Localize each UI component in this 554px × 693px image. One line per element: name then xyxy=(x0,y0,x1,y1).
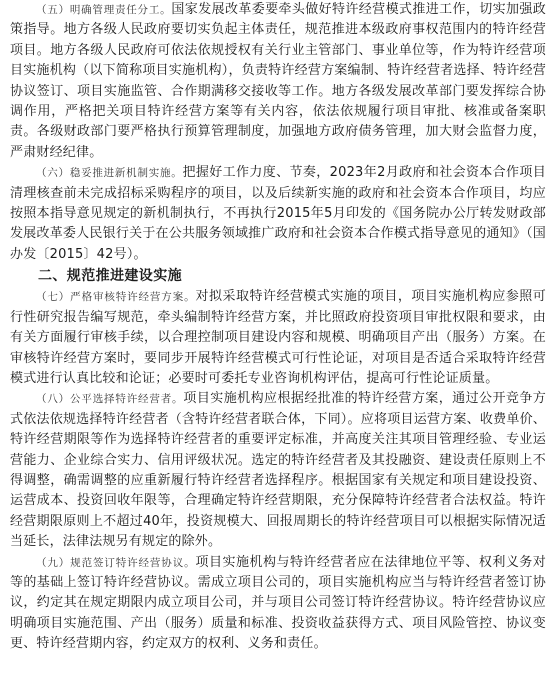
paragraph-lead: （九）规范签订特许经营协议。 xyxy=(36,556,196,569)
paragraph-new-mechanism xyxy=(10,163,546,265)
paragraph-review-plan xyxy=(10,287,546,389)
paragraph-lead: （七）严格审核特许经营方案。 xyxy=(36,291,196,304)
paragraph-lead: （五）明确管理责任分工。 xyxy=(36,4,172,16)
paragraph-responsibility xyxy=(10,0,546,163)
paragraph-lead: （八）公平选择特许经营者。 xyxy=(36,393,184,406)
paragraph-select-operator xyxy=(10,389,546,552)
paragraph-body: 项目实施机构应根据经批准的特许经营方案，通过公开竞争方式依法依规选择特许经营者（含特许经营者联合体，下同）。应将项目运营方案、收费单价、特许经营期限等作为选择特许经营者的重要评定标准，并高度关注其项目管理经验、专业运营能力、企业综合实力、信用评级状况。选定的特许经营者及其投融资、建设责任原则上不得调整，确需调整的应重新履行特许经营者选择程序。根据国家有关规定和项目建设投资、运营成本、投资回收年限等，合理确定特许经营期限，充分保障特许经营者合法权益。特许经营期限原则上不超过40年，投资规模大、回报周期长的特许经营项目可以根据实际情况适当延长，法律法规另有规定的除外。 xyxy=(10,391,546,550)
paragraph-lead: （六）稳妥推进新机制实施。 xyxy=(36,167,183,180)
paragraph-body: 国家发展改革委要牵头做好特许经营模式推进工作，切实加强政策指导。地方各级人民政府要切实负起主体责任，规范推进本级政府事权范围内的特许经营项目。地方各级人民政府可依法依规授权有关行业主管部门、事业单位等，作为特许经营项目实施机构（以下简称项目实施机构），负责特许经营方案编制、特许经营者选择、特许经营协议签订、项目实施监管、合作期满移交接收等工作。地方各级发展改革部门要发挥综合协调作用，严格把关项目特许经营方案等有关内容，依法依规履行项目审批、核准或备案职责。各级财政部门要严格执行预算管理制度，加强地方政府债务管理，加大财会监督力度，严肃财经纪律。 xyxy=(10,2,546,160)
paragraph-body: 把握好工作力度、节奏，2023年2月政府和社会资本合作项目清理核查前未完成招标采购程序的项目，以及后续新实施的政府和社会资本合作项目，均应按照本指导意见规定的新机制执行，不再执行2015年5月印发的《国务院办公厅转发财政部发展改革委人民银行关于在公共服务领域推广政府和社会资本合作模式指导意见的通知》（国办发〔2015〕42号）。 xyxy=(10,165,546,262)
section-heading: 二、规范推进建设实施 xyxy=(38,268,182,285)
paragraph-sign-agreement xyxy=(10,553,546,655)
paragraph-body: 项目实施机构与特许经营者应在法律地位平等、权利义务对等的基础上签订特许经营协议。需成立项目公司的，项目实施机构应当与特许经营者签订协议，约定其在规定期限内成立项目公司，并与项目公司签订特许经营协议。特许经营协议应明确项目实施范围、产出（服务）质量和标准、投资收益获得方式、项目风险管控、协议变更、特许经营期内容，约定双方的权利、义务和责任。 xyxy=(10,554,547,652)
paragraph-body: 对拟采取特许经营模式实施的项目，项目实施机构应参照可行性研究报告编写规范，牵头编制特许经营方案，并比照政府投资项目审批权限和要求，由有关方面履行审核手续，以合理控制项目建设内容和规模、明确项目产出（服务）方案。在审核特许经营方案时，要同步开展特许经营模式可行性论证，对项目是否适合采取特许经营模式进行认真比较和论证；必要时可委托专业咨询机构评估，提高可行性论证质量。 xyxy=(10,289,547,386)
